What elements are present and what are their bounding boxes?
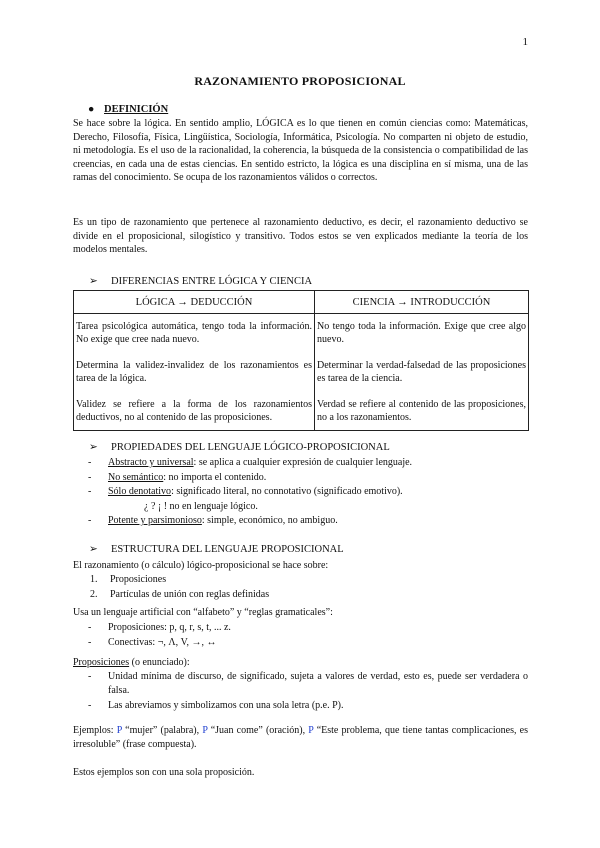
examples-paragraph: Ejemplos: P “mujer” (palabra), P “Juan come” (oración), P “Este problema, que tiene tantas complicaciones, es irresoluble” (frase compuesta). — [73, 725, 528, 750]
list-item: - No semántico: no importa el contenido. — [88, 471, 267, 483]
ciencia-item-1: No tengo toda la información. Exige que cree algo nuevo. — [317, 321, 526, 345]
properties-list — [88, 456, 528, 529]
ciencia-item-3: Verdad se refiere al contenido de las proposiciones, no a los razonamientos. — [317, 399, 526, 423]
symbols-note: ¿ ? ¡ ! no en lenguaje lógico. — [144, 500, 258, 512]
definition-heading — [88, 104, 168, 115]
differences-heading-text: DIFERENCIAS ENTRE LÓGICA Y CIENCIA — [111, 276, 313, 287]
table-header-row — [74, 291, 529, 314]
symbol-p: P — [308, 725, 314, 736]
symbol-p: P — [116, 725, 122, 736]
table-cell-ciencia — [315, 314, 529, 431]
list-item: - Abstracto y universal: se aplica a cualquier expresión de cualquier lenguaje. — [88, 457, 413, 468]
table-header-logica: LÓGICA → DEDUCCIÓN — [74, 291, 315, 314]
propositions-term: Proposiciones — [73, 657, 130, 668]
alphabet-list — [88, 621, 528, 650]
artificial-language-text: Usa un lenguaje artificial con “alfabeto” y “reglas gramaticales”: — [73, 607, 333, 618]
logica-item-3: Validez se refiere a la forma de los razonamientos deductivos, no al contenido de las proposiciones. — [76, 399, 312, 423]
table-header-ciencia: CIENCIA → INTRODUCCIÓN — [315, 291, 529, 314]
bullet-icon: ● — [88, 104, 95, 115]
logica-item-2: Determina la validez-invalidez de los razonamientos es tarea de la lógica. — [76, 360, 312, 384]
properties-heading — [89, 441, 390, 453]
table-cell-logica — [74, 314, 315, 431]
property-desc: : significado literal, no connotativo (significado emotivo). — [171, 486, 403, 497]
property-term: No semántico — [108, 471, 164, 483]
page-number: 1 — [522, 36, 528, 48]
list-item: - Potente y parsimonioso: simple, económico, no ambiguo. — [88, 515, 338, 526]
list-item: 2. Partículas de unión con reglas definidas — [90, 588, 270, 600]
definition-heading-text: DEFINICIÓN — [104, 104, 169, 115]
logica-item-1: Tarea psicológica automática, tengo toda la información. No exige que cree nada nuevo. — [76, 321, 312, 345]
list-item: - Proposiciones: p, q, r, s, t, ... z. — [88, 622, 231, 633]
property-desc: : no importa el contenido. — [163, 471, 267, 483]
list-item: - Sólo denotativo: significado literal, no connotativo (significado emotivo). — [88, 486, 403, 497]
arrow-bullet-icon: ➢ — [89, 276, 98, 287]
list-item: - Conectivas: ¬, Λ, V, →, ↔ — [88, 636, 217, 648]
definition-paragraph-1: Se hace sobre la lógica. En sentido amplio, LÓGICA es lo que tienen en común ciencias como: Matemáticas, Derecho, Filosofía, Física, Lingüística, Sociología, Informática, Psicología. No comparten ni objeto de estudio, ni metodología. Es el uso de la racionalidad, la coherencia, la búsqueda de la consistencia o compatibilidad de las creencias, en cada una de estas ciencias. En sentido estricto, la lógica es una disciplina en sí misma, una de las ramas del conocimiento. Se ocupa de los razonamientos válidos o correctos. — [73, 118, 528, 183]
list-item: 1. Proposiciones — [90, 574, 167, 585]
propositions-list — [88, 670, 528, 714]
properties-heading-text: PROPIEDADES DEL LENGUAJE LÓGICO-PROPOSICIONAL — [111, 442, 390, 453]
property-desc: : simple, económico, no ambiguo. — [201, 515, 338, 526]
table-row — [74, 314, 529, 431]
differences-heading — [89, 275, 312, 287]
structure-heading-text: ESTRUCTURA DEL LENGUAJE PROPOSICIONAL — [111, 544, 344, 555]
list-item: - Unidad mínima de discurso, de significado, sujeta a valores de verdad, esto es, puede ser verdadera o falsa. — [88, 671, 528, 696]
comparison-table — [73, 290, 529, 431]
property-desc: : se aplica a cualquier expresión de cualquier lenguaje. — [193, 457, 413, 468]
page-title: RAZONAMIENTO PROPOSICIONAL — [194, 74, 406, 88]
closing-text: Estos ejemplos son con una sola proposición. — [73, 767, 255, 778]
structure-heading — [89, 543, 344, 555]
list-item: - Las abreviamos y simbolizamos con una sola letra (p.e. P). — [88, 700, 344, 711]
symbol-p: P — [202, 725, 208, 736]
ciencia-item-2: Determinar la verdad-falsedad de las proposiciones es tarea de la ciencia. — [317, 360, 526, 384]
structure-numbered-list — [90, 573, 530, 602]
propositions-label: Proposiciones (o enunciado): — [73, 657, 190, 668]
structure-intro: El razonamiento (o cálculo) lógico-proposicional se hace sobre: — [73, 560, 329, 571]
property-term: Abstracto y universal — [108, 457, 194, 468]
arrow-bullet-icon: ➢ — [89, 442, 98, 453]
definition-paragraph-2: Es un tipo de razonamiento que pertenece al razonamiento deductivo, es decir, el razonamiento deductivo se divide en el proposicional, silogístico y transitivo. Todos estos se ven explicados mediante la teoría de los modelos mentales. — [73, 217, 528, 255]
property-term: Sólo denotativo — [108, 486, 172, 497]
property-term: Potente y parsimonioso — [108, 515, 202, 526]
arrow-bullet-icon: ➢ — [89, 544, 98, 555]
